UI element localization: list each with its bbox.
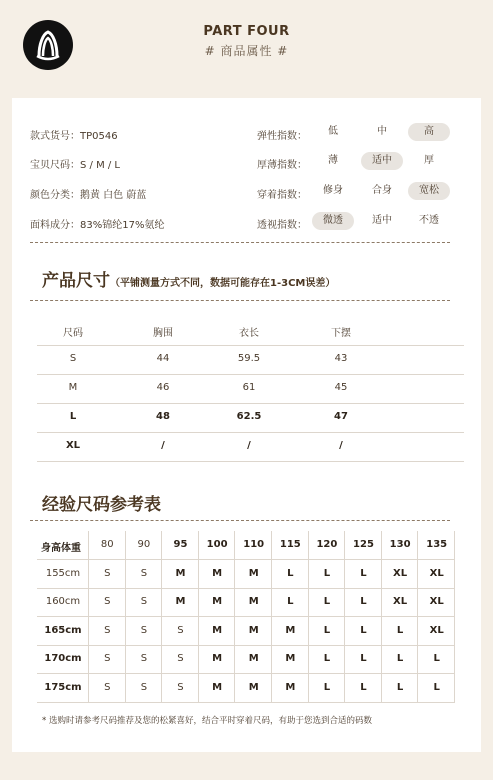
table-row [37,588,455,617]
attribute-row [30,152,460,174]
table-row [37,674,455,703]
column-divider [344,531,345,702]
size-cell: M [212,624,223,636]
index-label: 厚薄指数： [257,160,307,171]
size-cell: S [140,624,148,636]
table-cell: L [69,411,77,422]
index-option-selected: 宽松 [408,182,450,200]
size-cell: M [248,567,259,579]
style-number: 款式货号：TP0546 [30,131,118,142]
height-cell: 170cm [44,653,82,664]
part-title: PART FOUR [203,24,290,39]
column-divider [381,531,382,702]
table-cell: 45 [334,382,348,393]
table-header-row [37,316,464,346]
table-header-cell: 胸围 [153,328,173,339]
column-divider [454,531,455,702]
table-row [37,645,455,674]
section-subtitle: # 商品属性 # [204,44,289,58]
size-section-title [42,266,335,291]
size-cell: S [104,567,111,579]
size-cell: S [104,681,111,693]
index-option-selected: 适中 [361,152,403,170]
size-cell: L [433,681,440,693]
size-cell: L [360,624,367,636]
weight-header-cell: 115 [279,539,301,550]
height-cell: 175cm [44,681,82,693]
size-cell: L [323,596,331,607]
attribute-row [30,182,460,204]
table-cell: / [247,440,251,451]
table-cell: 48 [156,411,170,422]
index-option: 不透 [419,215,439,226]
column-divider [417,531,418,702]
size-cell: S [177,653,184,664]
height-cell: 155cm [45,567,81,579]
size-cell: L [323,653,331,664]
size-cell: S [104,596,111,607]
size-cell: M [248,653,259,664]
size-cell: M [175,596,186,607]
size-cell: XL [393,567,408,579]
sizes-available: 宝贝尺码：S / M / L [30,160,120,171]
weight-header-cell: 130 [389,539,411,550]
index-label: 透视指数： [257,220,307,231]
size-cell: XL [429,596,444,607]
table-cell: / [339,440,343,451]
size-cell: L [396,681,404,693]
table-cell: M [68,382,78,393]
index-option-selected: 高 [408,123,450,141]
size-cell: M [248,681,259,693]
divider [30,242,450,243]
size-cell: M [212,681,223,693]
size-cell: L [287,567,294,579]
column-divider [88,531,89,702]
weight-header-cell: 125 [353,539,374,550]
index-option: 中 [377,126,387,137]
attribute-row [30,123,460,145]
size-cell: S [177,681,184,693]
table-header-cell: 身高体重 [41,543,81,554]
column-divider [161,531,162,702]
index-label: 穿着指数： [257,190,307,201]
size-cell: XL [429,624,444,636]
size-cell: S [104,653,111,664]
table-header-row [37,531,455,560]
size-cell: L [323,624,331,636]
size-cell: L [396,624,404,636]
size-note: （平铺测量方式不同，数据可能存在1-3CM误差） [110,278,336,289]
table-cell: / [161,440,165,451]
size-cell: S [104,624,111,636]
table-cell: 61 [242,382,256,393]
column-divider [234,531,235,702]
table-cell: S [69,353,77,364]
weight-header-cell: 80 [100,539,114,550]
index-option: 厚 [424,155,434,166]
weight-header-cell: 135 [426,539,448,550]
column-divider [271,531,272,702]
table-row [37,403,464,433]
column-divider [125,531,126,702]
size-cell: L [360,681,367,693]
footnote: * 选购时请参考尺码推荐及您的松紧喜好，结合平时穿着尺码，有助于您选到合适的码数 [42,716,372,726]
table-header-cell: 尺码 [63,328,83,339]
size-cell: L [396,653,404,664]
reference-section-title: 经验尺码参考表 [42,495,161,515]
table-cell: 44 [156,353,170,364]
size-cell: M [212,596,223,607]
weight-header-cell: 95 [173,539,188,550]
size-cell: M [248,624,259,636]
size-cell: M [212,567,223,579]
table-cell: 62.5 [236,411,262,422]
size-cell: S [140,681,148,693]
table-cell: 46 [156,382,170,393]
index-option: 薄 [328,155,338,166]
column-divider [198,531,199,702]
size-cell: S [140,567,148,579]
size-cell: XL [429,567,444,579]
size-cell: M [285,624,296,636]
height-cell: 165cm [44,624,82,636]
weight-header-cell: 120 [316,539,338,550]
attribute-row [30,212,460,234]
size-cell: S [177,624,184,636]
table-row [37,560,455,589]
table-row [37,345,464,375]
weight-header-cell: 110 [243,539,265,550]
table-row [37,432,464,462]
divider [30,520,450,521]
size-cell: S [140,653,148,664]
table-header-cell: 衣长 [239,328,259,339]
weight-header-cell: 90 [137,539,151,550]
table-cell: XL [65,440,81,451]
table-cell: 43 [334,353,348,364]
color-options: 颜色分类：鹅黄 白色 蔚蓝 [30,190,147,201]
table-row [37,374,464,404]
table-row [37,617,455,646]
size-cell: XL [393,596,408,607]
table-header-cell: 下摆 [331,328,351,339]
size-title-text: 产品尺寸 [42,271,110,291]
size-cell: L [360,653,367,664]
size-cell: M [285,653,296,664]
index-option: 适中 [372,215,392,226]
size-cell: L [287,596,294,607]
index-label: 弹性指数： [257,131,307,142]
index-option: 修身 [323,185,343,196]
size-cell: M [175,567,186,579]
index-option: 低 [328,126,338,137]
divider [30,300,450,301]
size-cell: L [360,567,367,579]
size-cell: M [285,681,296,693]
height-cell: 160cm [45,596,81,607]
table-cell: 47 [334,411,348,422]
size-cell: L [323,567,331,579]
index-option: 合身 [372,185,392,196]
size-cell: L [433,653,440,664]
size-cell: L [360,596,367,607]
index-option-selected: 微透 [312,212,354,230]
size-cell: M [248,596,259,607]
size-cell: L [323,681,331,693]
table-cell: 59.5 [237,353,261,364]
fabric-composition: 面料成分：83%锦纶17%氨纶 [30,220,165,231]
size-cell: S [140,596,148,607]
column-divider [308,531,309,702]
weight-header-cell: 100 [206,539,228,550]
size-cell: M [212,653,223,664]
